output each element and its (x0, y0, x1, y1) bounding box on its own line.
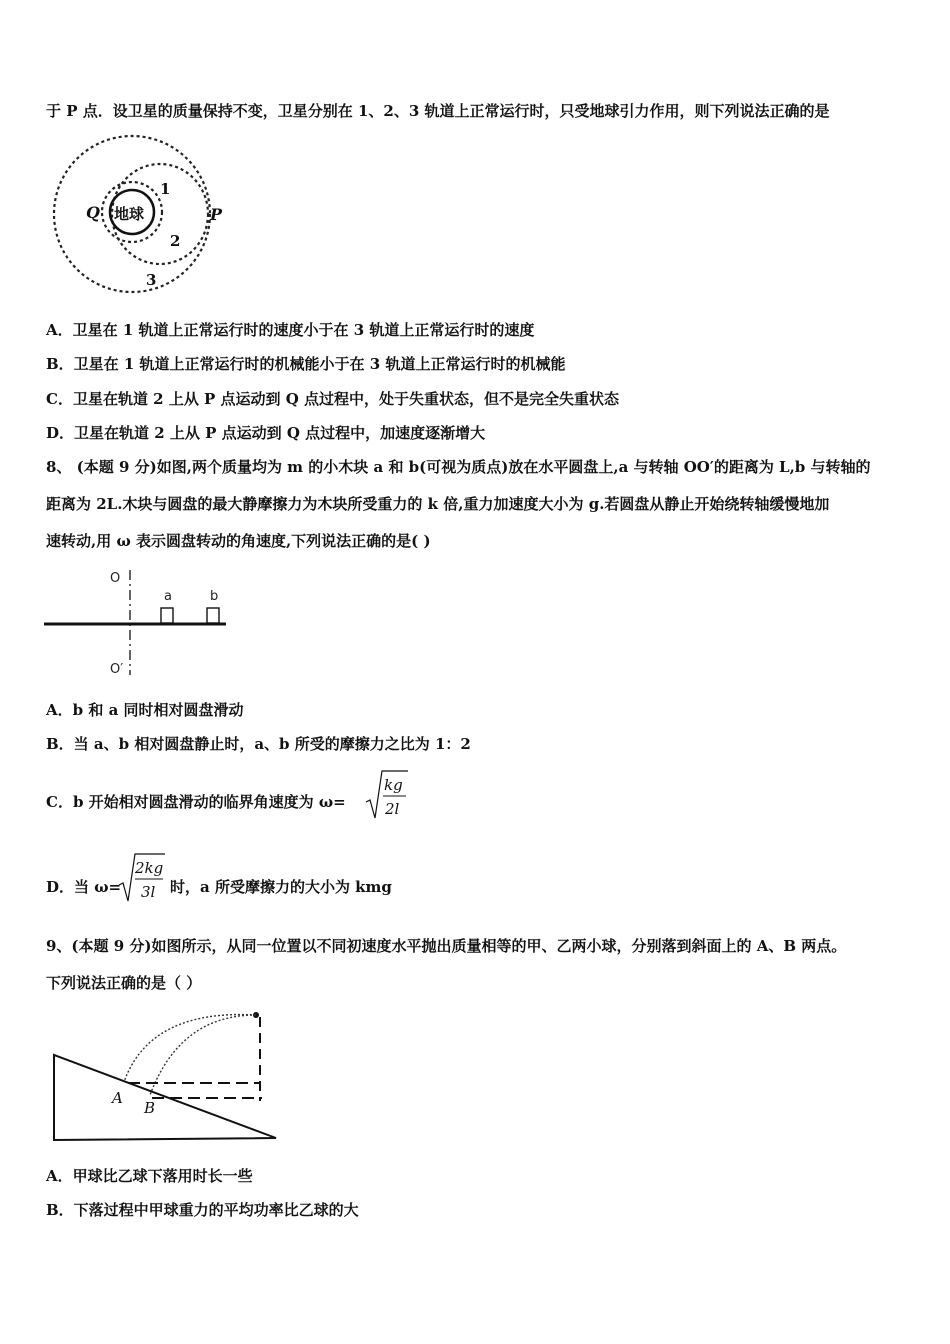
q8-option-d-post: 时，a 所受摩擦力的大小为 kmg (170, 878, 392, 896)
q8-line-2: 距离为 2L.木块与圆盘的最大静摩擦力为木块所受重力的 k 倍,重力加速度大小为 g.若圆盘从静止开始绕转轴缓慢地加 (46, 495, 830, 513)
q8-line-1: 8、 (本题 9 分)如图,两个质量均为 m 的小木块 a 和 b(可视为质点)放在水平圆盘上,a 与转轴 OO′的距离为 L,b 与转轴的 (46, 458, 871, 476)
q9-line-2: 下列说法正确的是（ ） (46, 974, 202, 992)
q7-option-b: B．卫星在 1 轨道上正常运行时的机械能小于在 3 轨道上正常运行时的机械能 (46, 355, 566, 373)
q9-option-b: B．下落过程中甲球重力的平均功率比乙球的大 (46, 1201, 359, 1219)
q9-option-a: A．甲球比乙球下落用时长一些 (46, 1167, 253, 1185)
q9-line-1: 9、(本题 9 分)如图所示，从同一位置以不同初速度水平抛出质量相等的甲、乙两小球，分别落到斜面上的 A、B 两点。 (46, 937, 847, 955)
earth-label: 地球 (114, 205, 145, 223)
sqrt-c-num: kg (384, 776, 403, 794)
b-label: b (210, 589, 219, 604)
orbit-figure (50, 130, 230, 300)
orbit-3-label: 3 (146, 271, 157, 289)
o-prime-label: O′ (110, 662, 124, 677)
point-a-label: A (112, 1089, 123, 1107)
q7-option-c: C．卫星在轨道 2 上从 P 点运动到 Q 点过程中，处于失重状态，但不是完全失重状态 (46, 390, 620, 408)
q8-option-b: B．当 a、b 相对圆盘静止时，a、b 所受的摩擦力之比为 1：2 (46, 735, 471, 753)
sqrt-c-den: 2l (385, 800, 400, 818)
q8-option-c (46, 792, 346, 812)
q-label: Q (86, 203, 100, 222)
a-label: a (164, 589, 172, 604)
q8-option-a: A．b 和 a 同时相对圆盘滑动 (46, 701, 244, 719)
point-b-label: B (144, 1099, 156, 1117)
sqrt-d-num: 2kg (135, 859, 164, 877)
q8-option-d-pre: D．当 ω= (46, 878, 122, 896)
orbit-2-label: 2 (170, 232, 181, 250)
sqrt-d (117, 851, 169, 905)
block-b (207, 608, 219, 623)
q7-intro: 于 P 点．设卫星的质量保持不变，卫星分别在 1、2、3 轨道上正常运行时，只受地球引力作用，则下列说法正确的是 (46, 102, 830, 120)
projectile-figure (50, 1005, 282, 1145)
q8-option-c-text: C．b 开始相对圆盘滑动的临界角速度为 ω= (46, 793, 346, 811)
q7-option-a: A．卫星在 1 轨道上正常运行时的速度小于在 3 轨道上正常运行时的速度 (46, 321, 535, 339)
trajectory-a (124, 1015, 256, 1082)
orbit-1-label: 1 (160, 180, 171, 198)
o-label: O (110, 571, 121, 586)
disk-figure (44, 565, 234, 680)
block-a (161, 608, 173, 623)
q8-line-3: 速转动,用 ω 表示圆盘转动的角速度,下列说法正确的是( ) (46, 532, 431, 550)
p-label: P (210, 205, 223, 224)
q7-option-d: D．卫星在轨道 2 上从 P 点运动到 Q 点过程中，加速度逐渐增大 (46, 424, 486, 442)
sqrt-c (364, 768, 414, 822)
sqrt-d-den: 3l (141, 883, 156, 901)
